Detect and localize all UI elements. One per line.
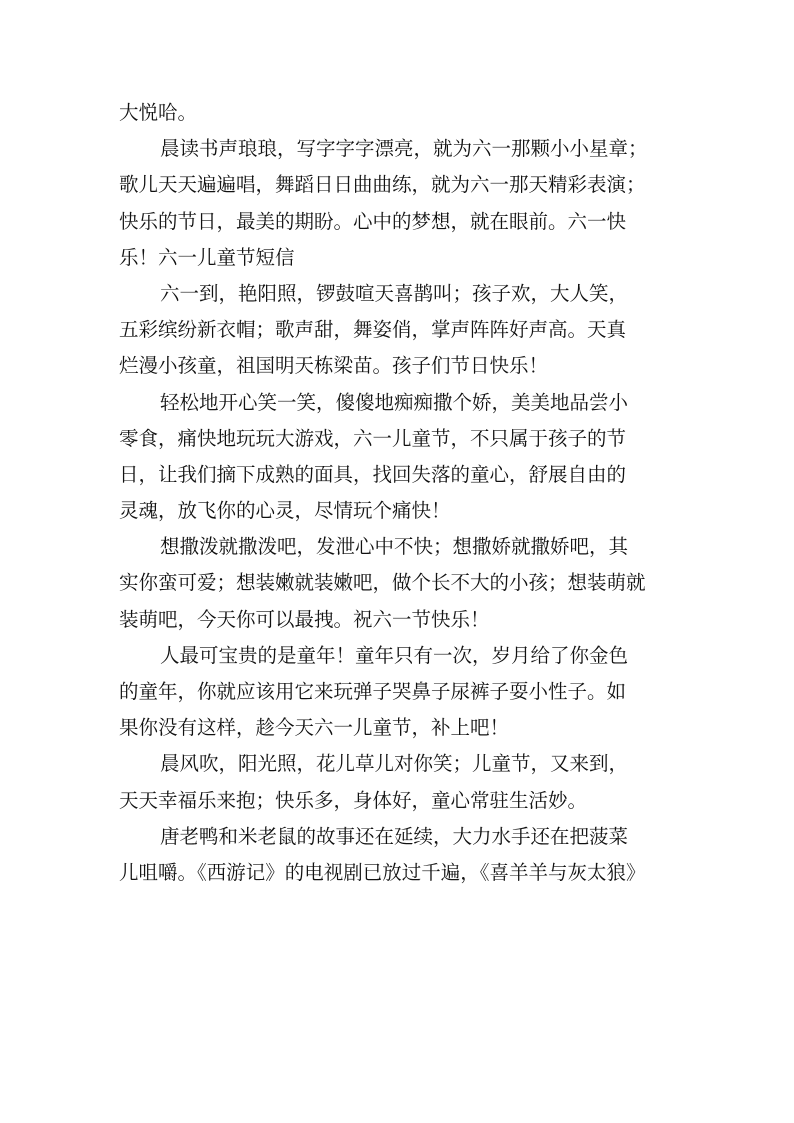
text-line: 晨读书声琅琅，写字字字漂亮，就为六一那颗小小星章； [160, 137, 648, 161]
text-line: 果你没有这样，趁今天六一儿童节，补上吧！ [119, 716, 510, 740]
text-line: 唐老鸭和米老鼠的故事还在延续，大力水手还在把菠菜 [160, 824, 629, 848]
text-line: 大悦哈。 [119, 101, 198, 124]
text-line: 歌儿天天遍遍唱，舞蹈日日曲曲练，就为六一那天精彩表演； [119, 173, 646, 197]
text-line: 六一到，艳阳照，锣鼓喧天喜鹊叫；孩子欢，大人笑， [160, 281, 629, 305]
text-line: 乐！六一儿童节短信 [119, 245, 295, 269]
text-line: 晨风吹，阳光照，花儿草儿对你笑；儿童节，又来到， [160, 752, 629, 776]
text-line: 实你蛮可爱；想装嫩就装嫩吧，做个长不大的小孩；想装萌就 [119, 571, 646, 595]
text-line: 天天幸福乐来抱；快乐多，身体好，童心常驻生活妙。 [119, 788, 588, 812]
text-line: 人最可宝贵的是童年！童年只有一次，岁月给了你金色 [160, 643, 629, 667]
text-line: 装萌吧，今天你可以最拽。祝六一节快乐！ [119, 607, 490, 631]
text-line: 儿咀嚼。《西游记》的电视剧已放过千遍，《喜羊羊与灰太狼》 [119, 860, 646, 884]
text-line: 轻松地开心笑一笑，傻傻地痴痴撒个娇，美美地品尝小 [160, 390, 629, 414]
text-line: 日，让我们摘下成熟的面具，找回失落的童心，舒展自由的 [119, 462, 627, 486]
text-line: 五彩缤纷新衣帽；歌声甜，舞姿俏，掌声阵阵好声高。天真 [119, 318, 627, 342]
text-line: 的童年，你就应该用它来玩弹子哭鼻子尿裤子耍小性子。如 [119, 680, 627, 703]
text-line: 零食，痛快地玩玩大游戏，六一儿童节，不只属于孩子的节 [119, 426, 627, 450]
text-line: 快乐的节日，最美的期盼。心中的梦想，就在眼前。六一快 [119, 209, 627, 233]
text-line: 烂漫小孩童，祖国明天栋梁苗。孩子们节日快乐！ [119, 354, 549, 378]
text-line: 灵魂，放飞你的心灵，尽情玩个痛快！ [119, 499, 451, 523]
document-body [119, 95, 679, 891]
text-line: 想撒泼就撒泼吧，发泄心中不快；想撒娇就撒娇吧，其 [160, 535, 629, 559]
